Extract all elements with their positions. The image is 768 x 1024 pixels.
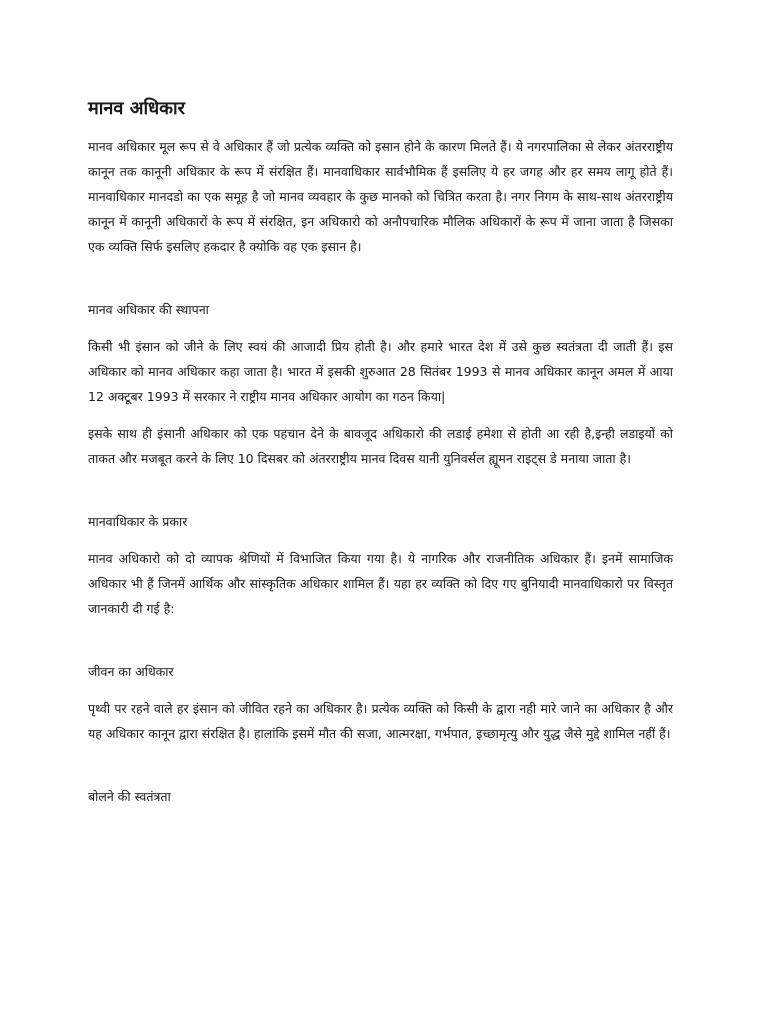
- spacer: [88, 271, 673, 297]
- section-heading-freedom-of-speech: बोलने की स्वतंत्रता: [88, 789, 171, 804]
- spacer: [88, 633, 673, 659]
- spacer: [88, 758, 673, 784]
- section-heading-types: मानवाधिकार के प्रकार: [88, 514, 188, 529]
- right-to-life-paragraph: पृथ्वी पर रहने वाले हर इंसान को जीवित रहने का अधिकार है। प्रत्येक व्यक्ति को किसी के द्वारा नही मारे जाने का अधिकार है और यह अधिकार कानून द्वारा संरक्षित है। हालांकि इसमें मौत की सजा, आत्मरक्षा, गर्भपात, इच्छामृत्यु और युद्ध जैसे मुद्दे शामिल नहीं हैं।: [88, 701, 673, 741]
- establishment-paragraph-2: इसके साथ ही इंसानी अधिकार को एक पहचान देने के बावजूद अधिकारो की लडाई हमेशा से होती आ रही है,इन्ही लडाइयों को ताकत और मजबूत करने के लिए 10 दिसबर को अंतरराष्ट्रीय मानव दिवस यानी युनिवर्सल ह्यूमन राइट्स डे मनाया जाता है।: [88, 426, 673, 466]
- spacer: [88, 483, 673, 509]
- types-paragraph: मानव अधिकारो को दो व्यापक श्रेणियों में विभाजित किया गया है। ये नागरिक और राजनीतिक अधिकार हैं। इनमें सामाजिक अधिकार भी हैं जिनमें आर्थिक और सांस्कृतिक अधिकार शामिल हैं। यहा हर व्यक्ति को दिए गए बुनियादी मानवाधिकारो पर विस्तृत जानकारी दी गई है:: [88, 551, 673, 616]
- section-heading-establishment: मानव अधिकार की स्थापना: [88, 302, 209, 317]
- establishment-paragraph-1: किसी भी इंसान को जीने के लिए स्वयं की आजादी प्रिय होती है। और हमारे भारत देश में उसे कुछ स्वतंत्रता दी जाती हैं। इस अधिकार को मानव अधिकार कहा जाता है। भारत में इसकी शुरुआत 28 सितंबर 1993 से मानव अधिकार कानून अमल में आया 12 अक्टूबर 1993 में सरकार ने राष्ट्रीय मानव अधिकार आयोग का गठन किया|: [88, 339, 673, 404]
- intro-paragraph: मानव अधिकार मूल रूप से वे अधिकार हैं जो प्रत्येक व्यक्ति को इसान होने के कारण मिलते हैं। ये नगरपालिका से लेकर अंतरराष्ट्रीय कानून तक कानूनी अधिकार के रूप में संरक्षित हैं। मानवाधिकार सार्वभौमिक हैं इसलिए ये हर जगह और हर समय लागू होते हैं। मानवाधिकार मानदडो का एक समूह है जो मानव व्यवहार के कुछ मानको को चित्रित करता है। नगर निगम के साथ-साथ अंतरराष्ट्रीय कानून में कानूनी अधिकारों के रूप में संरक्षित, इन अधिकारो को अनौपचारिक मौलिक अधिकारों के रूप में जाना जाता है जिसका एक व्यक्ति सिर्फ इसलिए हकदार है क्योकि वह एक इसान है।: [88, 139, 673, 254]
- section-heading-right-to-life: जीवन का अधिकार: [88, 664, 174, 679]
- page-title: मानव अधिकार: [88, 98, 186, 119]
